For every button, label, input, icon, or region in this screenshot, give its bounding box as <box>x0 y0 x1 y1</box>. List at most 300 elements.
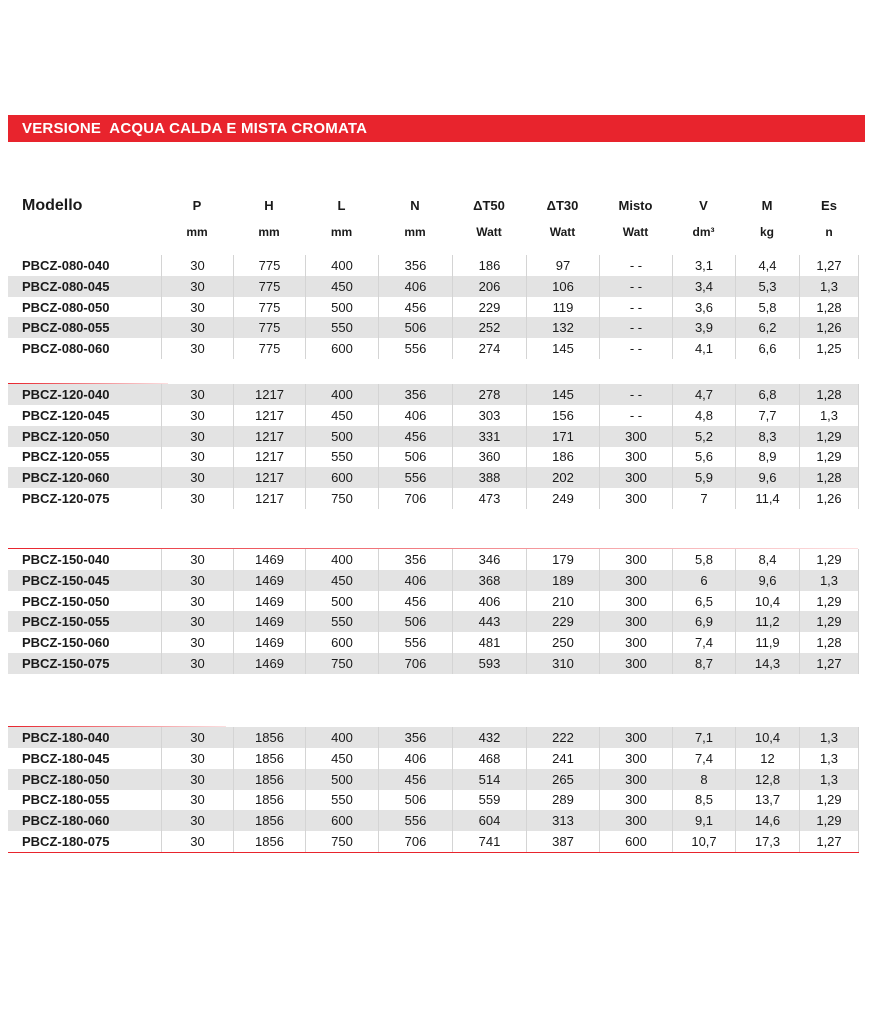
cell-l: 450 <box>305 405 378 426</box>
header-p: P <box>192 198 202 213</box>
table-bottom-rule <box>8 852 859 853</box>
cell-n: 356 <box>378 384 452 405</box>
cell-h: 775 <box>233 338 305 359</box>
cell-p: 30 <box>161 405 233 426</box>
model-cell: PBCZ-180-055 <box>22 792 110 808</box>
cell-h: 1856 <box>233 810 305 831</box>
table-row <box>8 632 859 653</box>
cell-dt30: 145 <box>526 338 599 359</box>
cell-dt50: 331 <box>452 426 526 447</box>
model-cell: PBCZ-180-075 <box>22 834 110 849</box>
unit-l: mm <box>330 225 353 239</box>
cell-es: 1,28 <box>799 384 859 405</box>
cell-l: 450 <box>305 748 378 769</box>
table-row <box>8 405 859 426</box>
cell-es: 1,27 <box>799 831 859 852</box>
cell-dt50: 559 <box>452 789 526 810</box>
cell-l: 400 <box>305 549 378 570</box>
table-row <box>8 446 859 467</box>
cell-h: 1217 <box>233 446 305 467</box>
table-row <box>8 653 859 674</box>
cell-dt30: 222 <box>526 727 599 748</box>
cell-dt30: 179 <box>526 549 599 570</box>
cell-n: 406 <box>378 570 452 591</box>
cell-v: 6 <box>672 570 735 591</box>
cell-v: 9,1 <box>672 810 735 831</box>
cell-p: 30 <box>161 467 233 488</box>
cell-h: 1856 <box>233 769 305 790</box>
cell-v: 7 <box>672 488 735 509</box>
cell-es: 1,3 <box>799 769 859 790</box>
cell-dt50: 741 <box>452 831 526 852</box>
cell-dt30: 97 <box>526 255 599 276</box>
cell-misto: 300 <box>599 446 672 467</box>
model-cell: PBCZ-080-055 <box>22 320 110 336</box>
cell-h: 1217 <box>233 405 305 426</box>
cell-n: 406 <box>378 405 452 426</box>
model-cell: PBCZ-180-040 <box>22 730 110 745</box>
cell-misto: 300 <box>599 653 672 674</box>
cell-m: 10,4 <box>735 591 799 612</box>
cell-p: 30 <box>161 591 233 612</box>
unit-h: mm <box>258 225 280 239</box>
cell-l: 750 <box>305 831 378 852</box>
cell-es: 1,29 <box>799 591 859 612</box>
table-row <box>8 317 859 338</box>
table-row <box>8 338 859 359</box>
model-cell: PBCZ-080-040 <box>22 258 110 273</box>
cell-n: 456 <box>378 426 452 447</box>
header-n: N <box>410 198 420 213</box>
model-cell: PBCZ-150-055 <box>22 614 110 630</box>
model-cell: PBCZ-120-045 <box>22 407 110 423</box>
cell-m: 5,8 <box>735 297 799 318</box>
cell-l: 500 <box>305 426 378 447</box>
cell-m: 9,6 <box>735 570 799 591</box>
unit-v: dm³ <box>692 225 715 239</box>
cell-es: 1,26 <box>799 317 859 338</box>
header-m: M <box>761 198 773 213</box>
cell-l: 500 <box>305 591 378 612</box>
cell-misto: 300 <box>599 748 672 769</box>
cell-dt50: 388 <box>452 467 526 488</box>
model-cell: PBCZ-150-060 <box>22 635 110 651</box>
cell-v: 4,1 <box>672 338 735 359</box>
cell-dt50: 274 <box>452 338 526 359</box>
cell-m: 14,3 <box>735 653 799 674</box>
cell-n: 406 <box>378 748 452 769</box>
cell-h: 1469 <box>233 570 305 591</box>
cell-p: 30 <box>161 727 233 748</box>
cell-dt30: 241 <box>526 748 599 769</box>
cell-h: 1217 <box>233 488 305 509</box>
unit-header-row <box>0 222 887 242</box>
cell-dt50: 186 <box>452 255 526 276</box>
cell-es: 1,3 <box>799 276 859 297</box>
cell-misto: 300 <box>599 570 672 591</box>
cell-n: 556 <box>378 467 452 488</box>
cell-p: 30 <box>161 831 233 852</box>
header-es: Es <box>821 198 837 213</box>
cell-dt50: 406 <box>452 591 526 612</box>
cell-h: 1217 <box>233 426 305 447</box>
cell-es: 1,3 <box>799 570 859 591</box>
cell-n: 556 <box>378 632 452 653</box>
cell-v: 5,6 <box>672 446 735 467</box>
cell-es: 1,28 <box>799 297 859 318</box>
cell-dt30: 310 <box>526 653 599 674</box>
cell-m: 11,9 <box>735 632 799 653</box>
cell-dt50: 252 <box>452 317 526 338</box>
table-row <box>8 810 859 831</box>
table-row <box>8 297 859 318</box>
cell-l: 550 <box>305 789 378 810</box>
cell-p: 30 <box>161 632 233 653</box>
cell-l: 750 <box>305 653 378 674</box>
model-cell: PBCZ-080-050 <box>22 299 110 315</box>
model-cell: PBCZ-080-060 <box>22 341 110 357</box>
page-title: VERSIONE ACQUA CALDA E MISTA CROMATA <box>22 120 368 137</box>
table-row <box>8 769 859 790</box>
unit-dt50: Watt <box>476 225 502 239</box>
cell-l: 550 <box>305 317 378 338</box>
cell-n: 356 <box>378 727 452 748</box>
cell-es: 1,27 <box>799 653 859 674</box>
cell-p: 30 <box>161 446 233 467</box>
cell-l: 400 <box>305 255 378 276</box>
table-row <box>8 831 859 852</box>
table-row <box>8 467 859 488</box>
cell-dt30: 145 <box>526 384 599 405</box>
cell-m: 8,3 <box>735 426 799 447</box>
cell-n: 356 <box>378 255 452 276</box>
model-cell: PBCZ-150-075 <box>22 656 110 671</box>
cell-es: 1,27 <box>799 255 859 276</box>
cell-p: 30 <box>161 297 233 318</box>
cell-h: 1217 <box>233 384 305 405</box>
cell-m: 6,8 <box>735 384 799 405</box>
cell-dt50: 229 <box>452 297 526 318</box>
cell-es: 1,29 <box>799 426 859 447</box>
table-row <box>8 276 859 297</box>
model-cell: PBCZ-120-075 <box>22 491 110 506</box>
cell-m: 11,2 <box>735 611 799 632</box>
cell-p: 30 <box>161 338 233 359</box>
cell-m: 17,3 <box>735 831 799 852</box>
cell-dt30: 119 <box>526 297 599 318</box>
cell-h: 1469 <box>233 549 305 570</box>
cell-h: 1469 <box>233 611 305 632</box>
cell-dt50: 360 <box>452 446 526 467</box>
unit-dt30: Watt <box>549 225 576 239</box>
cell-l: 450 <box>305 276 378 297</box>
table-row <box>8 611 859 632</box>
cell-dt30: 249 <box>526 488 599 509</box>
cell-n: 456 <box>378 591 452 612</box>
cell-h: 1469 <box>233 591 305 612</box>
cell-h: 775 <box>233 255 305 276</box>
model-cell: PBCZ-120-040 <box>22 387 110 402</box>
cell-dt50: 432 <box>452 727 526 748</box>
cell-m: 6,2 <box>735 317 799 338</box>
cell-n: 706 <box>378 653 452 674</box>
column-header-row <box>0 196 887 216</box>
cell-n: 506 <box>378 789 452 810</box>
table-row <box>8 488 859 509</box>
cell-h: 775 <box>233 297 305 318</box>
cell-es: 1,29 <box>799 446 859 467</box>
cell-dt50: 278 <box>452 384 526 405</box>
cell-n: 506 <box>378 446 452 467</box>
cell-p: 30 <box>161 611 233 632</box>
unit-es: n <box>825 225 833 239</box>
cell-dt50: 206 <box>452 276 526 297</box>
cell-dt30: 106 <box>526 276 599 297</box>
cell-v: 5,8 <box>672 549 735 570</box>
cell-h: 1217 <box>233 467 305 488</box>
cell-l: 550 <box>305 446 378 467</box>
cell-v: 6,9 <box>672 611 735 632</box>
cell-dt50: 443 <box>452 611 526 632</box>
cell-l: 500 <box>305 769 378 790</box>
cell-v: 4,7 <box>672 384 735 405</box>
cell-dt30: 156 <box>526 405 599 426</box>
model-cell: PBCZ-150-040 <box>22 552 110 567</box>
header-modello: Modello <box>22 197 83 214</box>
cell-p: 30 <box>161 810 233 831</box>
cell-p: 30 <box>161 276 233 297</box>
cell-p: 30 <box>161 426 233 447</box>
cell-dt50: 481 <box>452 632 526 653</box>
cell-dt30: 250 <box>526 632 599 653</box>
cell-misto: - - <box>599 276 672 297</box>
cell-n: 706 <box>378 831 452 852</box>
cell-m: 10,4 <box>735 727 799 748</box>
cell-misto: 600 <box>599 831 672 852</box>
cell-dt30: 210 <box>526 591 599 612</box>
cell-misto: 300 <box>599 611 672 632</box>
cell-n: 506 <box>378 317 452 338</box>
cell-l: 750 <box>305 488 378 509</box>
cell-v: 8 <box>672 769 735 790</box>
cell-dt30: 313 <box>526 810 599 831</box>
cell-p: 30 <box>161 653 233 674</box>
cell-misto: 300 <box>599 591 672 612</box>
cell-n: 556 <box>378 810 452 831</box>
unit-m: kg <box>759 225 774 239</box>
title-banner <box>8 115 865 142</box>
unit-misto: Watt <box>622 225 649 239</box>
table-row <box>8 255 859 276</box>
cell-m: 14,6 <box>735 810 799 831</box>
header-misto: Misto <box>618 198 653 213</box>
cell-dt30: 132 <box>526 317 599 338</box>
cell-es: 1,29 <box>799 810 859 831</box>
cell-n: 456 <box>378 769 452 790</box>
cell-p: 30 <box>161 789 233 810</box>
cell-v: 3,1 <box>672 255 735 276</box>
cell-m: 8,4 <box>735 549 799 570</box>
cell-h: 1856 <box>233 748 305 769</box>
cell-p: 30 <box>161 255 233 276</box>
cell-dt50: 514 <box>452 769 526 790</box>
cell-l: 550 <box>305 611 378 632</box>
cell-misto: - - <box>599 384 672 405</box>
cell-n: 556 <box>378 338 452 359</box>
cell-m: 12,8 <box>735 769 799 790</box>
cell-misto: - - <box>599 405 672 426</box>
cell-h: 1469 <box>233 632 305 653</box>
unit-n: mm <box>404 225 426 239</box>
cell-misto: 300 <box>599 632 672 653</box>
header-v: V <box>699 198 708 213</box>
model-cell: PBCZ-120-050 <box>22 428 110 444</box>
unit-p: mm <box>186 225 208 239</box>
cell-m: 12 <box>735 748 799 769</box>
cell-p: 30 <box>161 748 233 769</box>
cell-v: 10,7 <box>672 831 735 852</box>
cell-dt30: 289 <box>526 789 599 810</box>
cell-v: 7,4 <box>672 748 735 769</box>
cell-dt30: 229 <box>526 611 599 632</box>
cell-p: 30 <box>161 317 233 338</box>
cell-l: 450 <box>305 570 378 591</box>
cell-l: 600 <box>305 467 378 488</box>
model-cell: PBCZ-180-045 <box>22 750 110 766</box>
cell-dt30: 186 <box>526 446 599 467</box>
cell-h: 775 <box>233 276 305 297</box>
cell-l: 400 <box>305 727 378 748</box>
header-dt50: ΔT50 <box>473 198 505 213</box>
model-cell: PBCZ-120-060 <box>22 470 110 486</box>
cell-n: 706 <box>378 488 452 509</box>
model-cell: PBCZ-120-055 <box>22 449 110 465</box>
cell-h: 775 <box>233 317 305 338</box>
cell-misto: 300 <box>599 727 672 748</box>
cell-l: 600 <box>305 810 378 831</box>
cell-misto: 300 <box>599 467 672 488</box>
cell-m: 11,4 <box>735 488 799 509</box>
header-dt30: ΔT30 <box>546 198 579 213</box>
cell-l: 500 <box>305 297 378 318</box>
cell-p: 30 <box>161 549 233 570</box>
cell-m: 4,4 <box>735 255 799 276</box>
cell-v: 3,4 <box>672 276 735 297</box>
cell-n: 506 <box>378 611 452 632</box>
cell-dt30: 265 <box>526 769 599 790</box>
table-row <box>8 591 859 612</box>
cell-dt30: 189 <box>526 570 599 591</box>
cell-misto: - - <box>599 338 672 359</box>
cell-v: 7,4 <box>672 632 735 653</box>
cell-es: 1,3 <box>799 748 859 769</box>
cell-misto: 300 <box>599 488 672 509</box>
header-l: L <box>337 198 346 213</box>
cell-v: 3,6 <box>672 297 735 318</box>
cell-dt50: 303 <box>452 405 526 426</box>
cell-m: 8,9 <box>735 446 799 467</box>
cell-h: 1856 <box>233 727 305 748</box>
cell-h: 1469 <box>233 653 305 674</box>
header-h: H <box>264 198 274 213</box>
cell-v: 5,9 <box>672 467 735 488</box>
cell-es: 1,3 <box>799 405 859 426</box>
model-cell: PBCZ-180-050 <box>22 771 110 787</box>
cell-m: 9,6 <box>735 467 799 488</box>
cell-v: 8,5 <box>672 789 735 810</box>
cell-misto: 300 <box>599 426 672 447</box>
cell-n: 406 <box>378 276 452 297</box>
cell-v: 6,5 <box>672 591 735 612</box>
model-cell: PBCZ-180-060 <box>22 813 110 829</box>
table-row <box>8 384 859 405</box>
cell-n: 456 <box>378 297 452 318</box>
table-row <box>8 789 859 810</box>
cell-misto: - - <box>599 317 672 338</box>
cell-dt50: 593 <box>452 653 526 674</box>
model-cell: PBCZ-150-045 <box>22 572 110 588</box>
cell-l: 400 <box>305 384 378 405</box>
cell-l: 600 <box>305 632 378 653</box>
table-row <box>8 748 859 769</box>
model-cell: PBCZ-080-045 <box>22 278 110 294</box>
cell-l: 600 <box>305 338 378 359</box>
cell-dt50: 473 <box>452 488 526 509</box>
cell-m: 13,7 <box>735 789 799 810</box>
cell-h: 1856 <box>233 831 305 852</box>
cell-dt50: 604 <box>452 810 526 831</box>
cell-es: 1,25 <box>799 338 859 359</box>
table-row <box>8 426 859 447</box>
cell-m: 5,3 <box>735 276 799 297</box>
cell-p: 30 <box>161 769 233 790</box>
cell-dt30: 202 <box>526 467 599 488</box>
cell-dt50: 368 <box>452 570 526 591</box>
cell-p: 30 <box>161 570 233 591</box>
cell-n: 356 <box>378 549 452 570</box>
cell-misto: 300 <box>599 789 672 810</box>
table-row <box>8 570 859 591</box>
cell-es: 1,28 <box>799 467 859 488</box>
cell-v: 4,8 <box>672 405 735 426</box>
cell-v: 8,7 <box>672 653 735 674</box>
cell-misto: - - <box>599 255 672 276</box>
cell-es: 1,26 <box>799 488 859 509</box>
cell-v: 5,2 <box>672 426 735 447</box>
cell-dt50: 468 <box>452 748 526 769</box>
cell-es: 1,29 <box>799 611 859 632</box>
cell-misto: - - <box>599 297 672 318</box>
cell-p: 30 <box>161 384 233 405</box>
model-cell: PBCZ-150-050 <box>22 593 110 609</box>
cell-dt30: 171 <box>526 426 599 447</box>
cell-misto: 300 <box>599 549 672 570</box>
table-row <box>8 549 859 570</box>
cell-es: 1,29 <box>799 549 859 570</box>
cell-h: 1856 <box>233 789 305 810</box>
cell-p: 30 <box>161 488 233 509</box>
cell-es: 1,28 <box>799 632 859 653</box>
cell-v: 3,9 <box>672 317 735 338</box>
cell-es: 1,3 <box>799 727 859 748</box>
table-row <box>8 727 859 748</box>
cell-misto: 300 <box>599 769 672 790</box>
cell-m: 6,6 <box>735 338 799 359</box>
cell-v: 7,1 <box>672 727 735 748</box>
cell-dt50: 346 <box>452 549 526 570</box>
cell-dt30: 387 <box>526 831 599 852</box>
cell-misto: 300 <box>599 810 672 831</box>
